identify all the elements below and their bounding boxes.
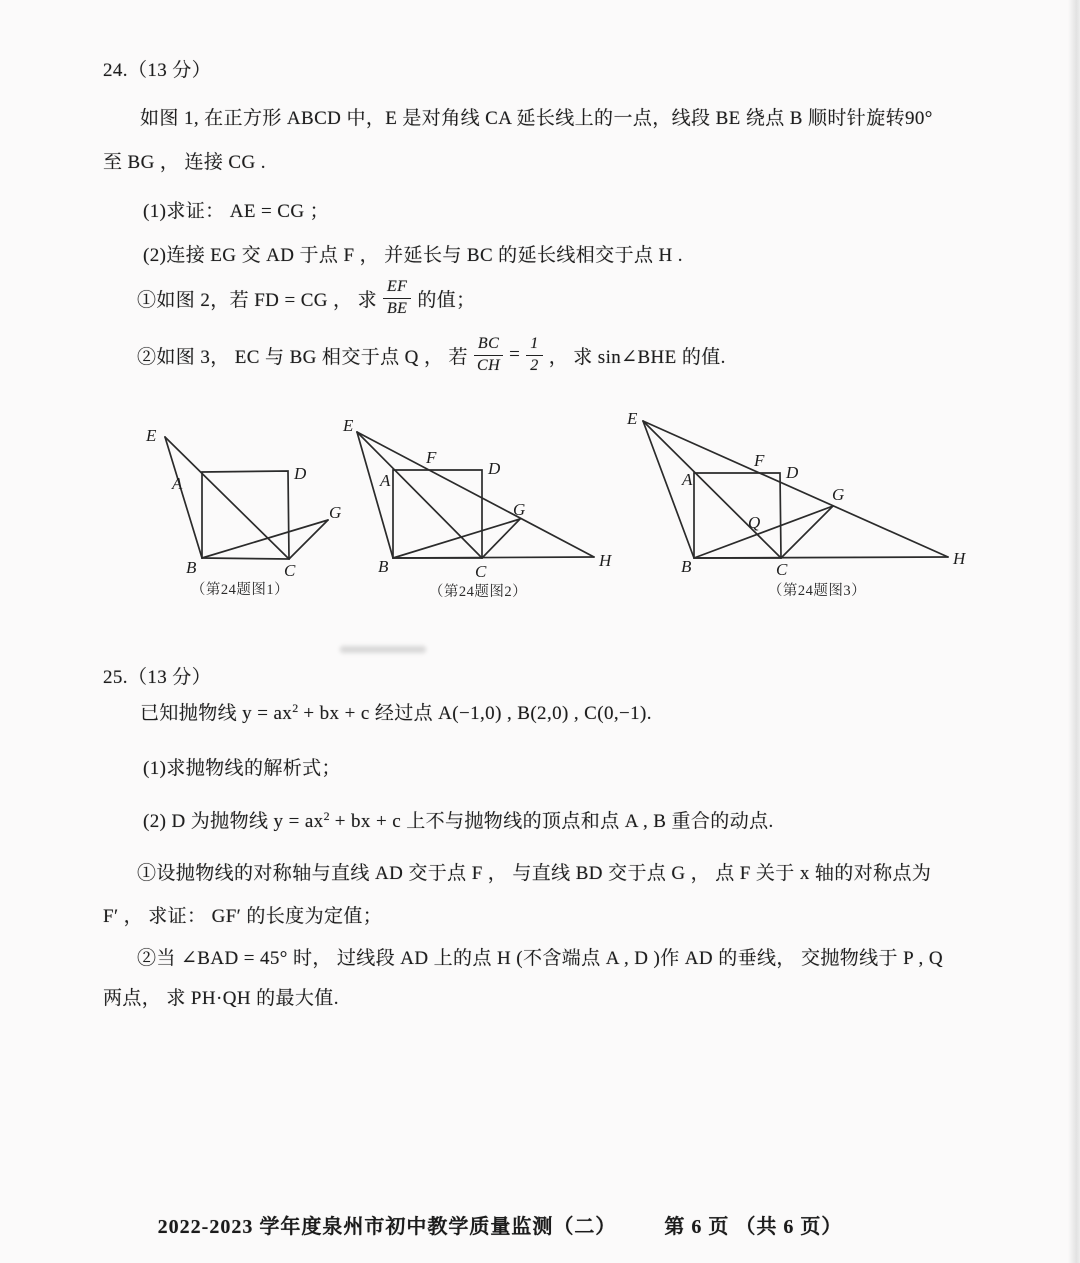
point-label-E: E: [146, 426, 157, 445]
footer-exam-title: 2022-2023 学年度泉州市初中教学质量监测（二）: [157, 1216, 617, 1238]
line-EB: [643, 421, 694, 558]
footer-page-number: 第 6 页 （共 6 页）: [664, 1216, 843, 1238]
point-label-F: F: [754, 451, 765, 470]
fraction-1-2: [526, 335, 542, 375]
point-label-F: F: [426, 448, 437, 467]
q25-intro: [140, 698, 652, 725]
q25-sub2-line2: 两点， 求 PH·QH 的最大值.: [103, 988, 339, 1009]
point-label-B: B: [186, 558, 197, 577]
point-label-H: H: [953, 549, 966, 568]
exponent: 2: [323, 809, 330, 823]
fraction-numerator: 1: [526, 335, 542, 355]
point-label-C: C: [475, 562, 487, 581]
q24-intro-line1: 如图 1, 在正方形 ABCD 中，E 是对角线 CA 延长线上的一点，线段 BE 绕点 B 顺时针旋转90°: [140, 108, 933, 129]
q24-sub2-equals: =: [509, 344, 521, 365]
page-edge-shadow: [1068, 0, 1080, 1263]
fraction-EF-BE: [383, 278, 411, 318]
q24-sub1-post: 的值；: [417, 289, 476, 311]
point-label-G: G: [832, 485, 845, 504]
figure-caption: （第24题图1）: [190, 582, 290, 598]
point-label-A: A: [172, 474, 183, 493]
q25-intro-pre: 已知抛物线 y = ax: [140, 703, 293, 724]
q24-sub2: [137, 332, 726, 378]
line-BCH: [393, 557, 594, 558]
q24-sub1: [137, 272, 476, 324]
q25-sub2-line1: ②当 ∠BAD = 45° 时， 过线段 AD 上的点 H (不含端点 A , D )作 AD 的垂线， 交抛物线于 P , Q: [137, 948, 943, 969]
figure-caption: （第24题图2）: [428, 584, 528, 600]
line-EFH: [643, 421, 948, 557]
point-label-D: D: [786, 463, 799, 482]
q25-part2: [143, 806, 774, 833]
point-label-H: H: [599, 551, 612, 570]
q24-sub2-post: ， 求 sin∠BHE 的值.: [548, 346, 726, 368]
q24-part2: (2)连接 EG 交 AD 于点 F ， 并延长与 BC 的延长线相交于点 H .: [143, 245, 683, 266]
point-label-Q: Q: [748, 513, 761, 532]
q24-number: 24.（13 分）: [103, 60, 212, 81]
point-label-E: E: [627, 409, 638, 428]
q25-part1: (1)求抛物线的解析式；: [143, 758, 341, 779]
q25-sub1-line2: F′ ， 求证： GF′ 的长度为定值；: [103, 906, 383, 927]
point-label-E: E: [343, 416, 354, 435]
fraction-numerator: BC: [474, 335, 503, 355]
q25-number: 25.（13 分）: [103, 667, 212, 688]
point-label-B: B: [378, 557, 389, 576]
point-label-G: G: [329, 503, 342, 522]
fraction-numerator: EF: [383, 278, 411, 298]
line-CG: [781, 506, 833, 558]
figure-q24-3: [620, 403, 992, 603]
line-BCH: [694, 557, 948, 558]
q25-part2-pre: (2) D 为抛物线 y = ax: [143, 811, 324, 832]
line-BQG: [694, 506, 833, 558]
q25-intro-post: + bx + c 经过点 A(−1,0) , B(2,0) , C(0,−1).: [298, 703, 652, 724]
point-label-A: A: [380, 471, 391, 490]
q24-part1: (1)求证： AE = CG ；: [143, 201, 329, 222]
q24-intro-line2: 至 BG ， 连接 CG .: [103, 152, 266, 173]
point-label-B: B: [681, 557, 692, 576]
point-label-G: G: [513, 500, 526, 519]
figure-q24-1: [135, 415, 360, 605]
line-ECA: [643, 421, 781, 558]
fraction-denominator: CH: [477, 356, 501, 374]
q25-sub1-line1: ①设抛物线的对称轴与直线 AD 交于点 F ， 与直线 BD 交于点 G ， 点 F 关于 x 轴的对称点为: [137, 863, 932, 884]
point-label-C: C: [776, 560, 788, 579]
fraction-denominator: BE: [387, 299, 408, 317]
fraction-BC-CH: [474, 335, 503, 375]
figure-q24-2: [338, 413, 618, 603]
scan-smudge: [340, 646, 426, 653]
figure-caption: （第24题图3）: [767, 583, 867, 599]
point-label-D: D: [294, 464, 307, 483]
point-label-A: A: [682, 470, 693, 489]
point-label-D: D: [488, 459, 501, 478]
exponent: 2: [292, 701, 299, 715]
q25-part2-post: + bx + c 上不与抛物线的顶点和点 A , B 重合的动点.: [329, 811, 774, 832]
page-footer: [0, 1210, 1000, 1239]
q24-sub1-pre: ①如图 2，若 FD = CG ， 求: [137, 289, 377, 311]
q24-sub2-pre: ②如图 3， EC 与 BG 相交于点 Q ， 若: [137, 346, 468, 368]
fraction-denominator: 2: [530, 356, 539, 374]
point-label-C: C: [284, 561, 296, 580]
